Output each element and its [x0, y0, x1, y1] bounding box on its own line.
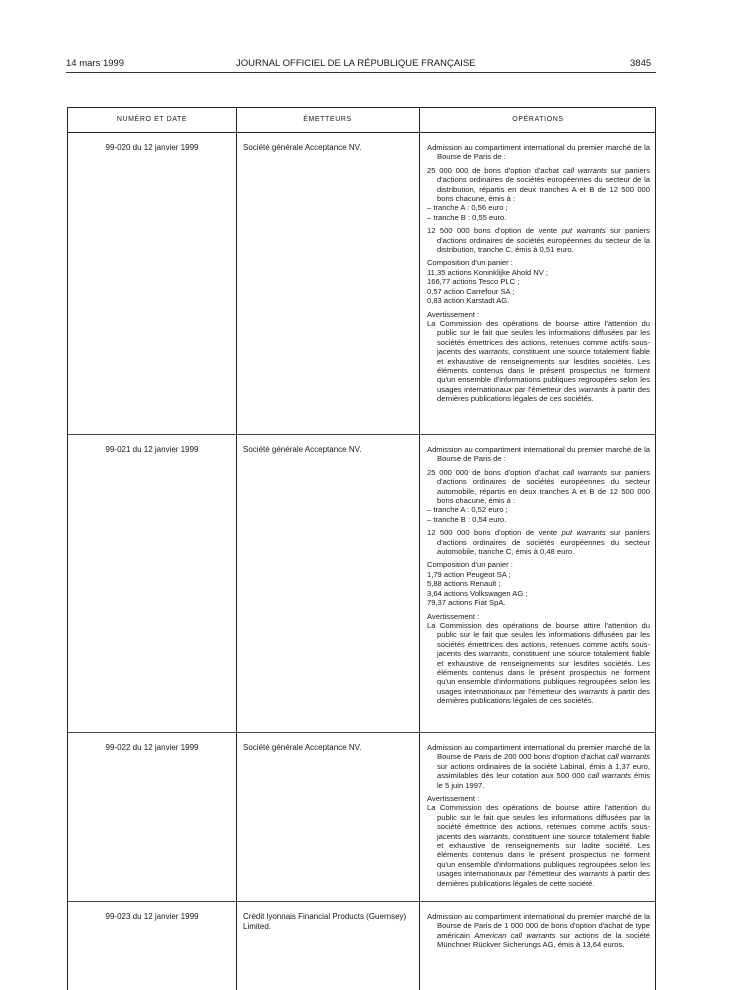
admission-text: Admission au compartiment international du premier marché de la Bourse de Paris de :	[427, 143, 650, 162]
composition-label: Composition d'un panier :	[427, 560, 513, 570]
composition-item: 166,77 actions Tesco PLC ;	[427, 277, 520, 287]
row-separator	[68, 901, 655, 902]
warning-text: La Commission des opérations de bourse attire l'attention du public sur le fait que seules les informations diffusées par les sociétés émettrices des actions, retenues comme actifs sous-jacents des warrants, constituent une source totalement fiable et exhaustive de renseignements sur lesdites sociétés. Les éléments contenus dans le présent prospectus ne forment qu'un ensemble d'informations publiques regroupées selon les usages internationaux par l'émetteur des warrants à partir des dernières publications légales de ces sociétés.	[427, 620, 650, 706]
row-numero: 99-020 du 12 janvier 1999	[105, 143, 199, 152]
row-numero: 99-023 du 12 janvier 1999	[105, 912, 199, 921]
put-warrants-text: 12 500 000 bons d'option de vente put warrants sur paniers d'actions ordinaires de sociétés européennes du secteur automobile, tranche C, émis à 0,48 euro.	[427, 528, 650, 557]
composition-item: 11,35 actions Koninklijke Ahold NV ;	[427, 267, 549, 277]
page-date: 14 mars 1999	[66, 58, 125, 69]
composition-item: 0,57 action Carrefour SA ;	[427, 286, 515, 296]
row-numero: 99-022 du 12 janvier 1999	[105, 743, 199, 752]
composition-label: Composition d'un panier :	[427, 258, 513, 268]
row-operations	[427, 143, 650, 404]
column-header-numero: NUMÉRO ET DATE	[116, 116, 188, 123]
warning-label: Avertissement :	[427, 309, 480, 319]
row-operations	[427, 743, 650, 888]
row-emetteur: Société générale Acceptance NV.	[243, 445, 362, 454]
row-separator	[68, 434, 655, 435]
row-emetteur: Société générale Acceptance NV.	[243, 743, 362, 752]
header-rule	[66, 72, 656, 73]
row-emetteur: Crédit lyonnais Financial Products (Guernsey) Limited.	[243, 912, 407, 931]
warning-text: La Commission des opérations de bourse attire l'attention du public sur le fait que seules les informations diffusées par les sociétés émettrices des actions, retenues comme actifs sous-jacents des warrants, constituent une source totalement fiable et exhaustive de renseignements sur lesdites sociétés. Les éléments contenus dans le présent prospectus ne forment qu'un ensemble d'informations publiques regroupées selon les usages internationaux par l'émetteur des warrants à partir des dernières publications légales de ces sociétés.	[427, 318, 650, 404]
composition-item: 0,83 action Karstadt AG.	[427, 296, 510, 306]
call-warrants-text: 25 000 000 de bons d'option d'achat call warrants sur paniers d'actions ordinaires de sociétés européennes du secteur automobile, répartis en deux tranches A et B de 12 500 000 bons chacune, émis à :	[427, 467, 650, 506]
admission-text: Admission au compartiment international du premier marché de la Bourse de Paris de 200 000 bons d'option d'achat call warrants sur actions ordinaires de la société Labinal, émis à 1,37 euro, assimilables dès leur cotation aux 500 000 call warrants émis le 5 juin 1997.	[427, 743, 650, 790]
column-header-emetteurs: ÉMETTEURS	[303, 116, 352, 123]
row-numero: 99-021 du 12 janvier 1999	[105, 445, 199, 454]
composition-item: 5,88 actions Renault ;	[427, 579, 501, 589]
warning-text: La Commission des opérations de bourse attire l'attention du public sur le fait que seules les informations diffusées par la société émettrice des actions, retenues comme actifs sous-jacents des warrants, constituent une source totalement fiable et exhaustive de renseignements sur ladite société. Les éléments contenus dans le présent prospectus ne forment qu'un ensemble d'informations publiques regroupées selon les usages internationaux par l'émetteur des warrants à partir des dernières publications légales de cette société.	[427, 803, 650, 888]
column-divider	[419, 108, 420, 990]
header-separator	[68, 132, 655, 133]
column-divider	[236, 108, 237, 990]
admission-text: Admission au compartiment international du premier marché de la Bourse de Paris de :	[427, 445, 650, 464]
page-number: 3845	[630, 58, 652, 69]
tranche-b: – tranche B : 0,55 euro.	[427, 212, 507, 222]
call-warrants-text: 25 000 000 de bons d'option d'achat call warrants sur paniers d'actions ordinaires de sociétés européennes du secteur de la distribution, répartis en deux tranches A et B de 12 500 000 bons chacune, émis à :	[427, 165, 650, 204]
composition-item: 3,64 actions Volkswagen AG ;	[427, 588, 528, 598]
row-operations	[427, 445, 650, 706]
composition-item: 1,79 action Peugeot SA ;	[427, 569, 511, 579]
tranche-a: – tranche A : 0,56 euro ;	[427, 203, 508, 213]
row-emetteur: Société générale Acceptance NV.	[243, 143, 362, 152]
put-warrants-text: 12 500 000 bons d'option de vente put warrants sur paniers d'actions ordinaires de sociétés européennes du secteur de la distribution, tranche C, émis à 0,51 euro.	[427, 226, 650, 255]
warning-label: Avertissement :	[427, 611, 480, 621]
composition-item: 79,37 actions Fiat SpA.	[427, 598, 506, 608]
admission-text: Admission au compartiment international du premier marché de la Bourse de Paris de 1 000 000 de bons d'option d'achat de type américain American call warrants sur actions de la société Münchner Rückver Sicherungs AG, émis à 13,64 euros.	[427, 912, 650, 950]
tranche-a: – tranche A : 0,52 euro ;	[427, 505, 508, 515]
journal-title: JOURNAL OFFICIEL DE LA RÉPUBLIQUE FRANÇAISE	[236, 58, 476, 69]
operations-table	[67, 107, 656, 990]
row-separator	[68, 732, 655, 733]
row-operations	[427, 912, 650, 950]
tranche-b: – tranche B : 0,54 euro.	[427, 514, 507, 524]
column-header-operations: OPÉRATIONS	[512, 116, 564, 123]
warning-label: Avertissement :	[427, 794, 480, 804]
